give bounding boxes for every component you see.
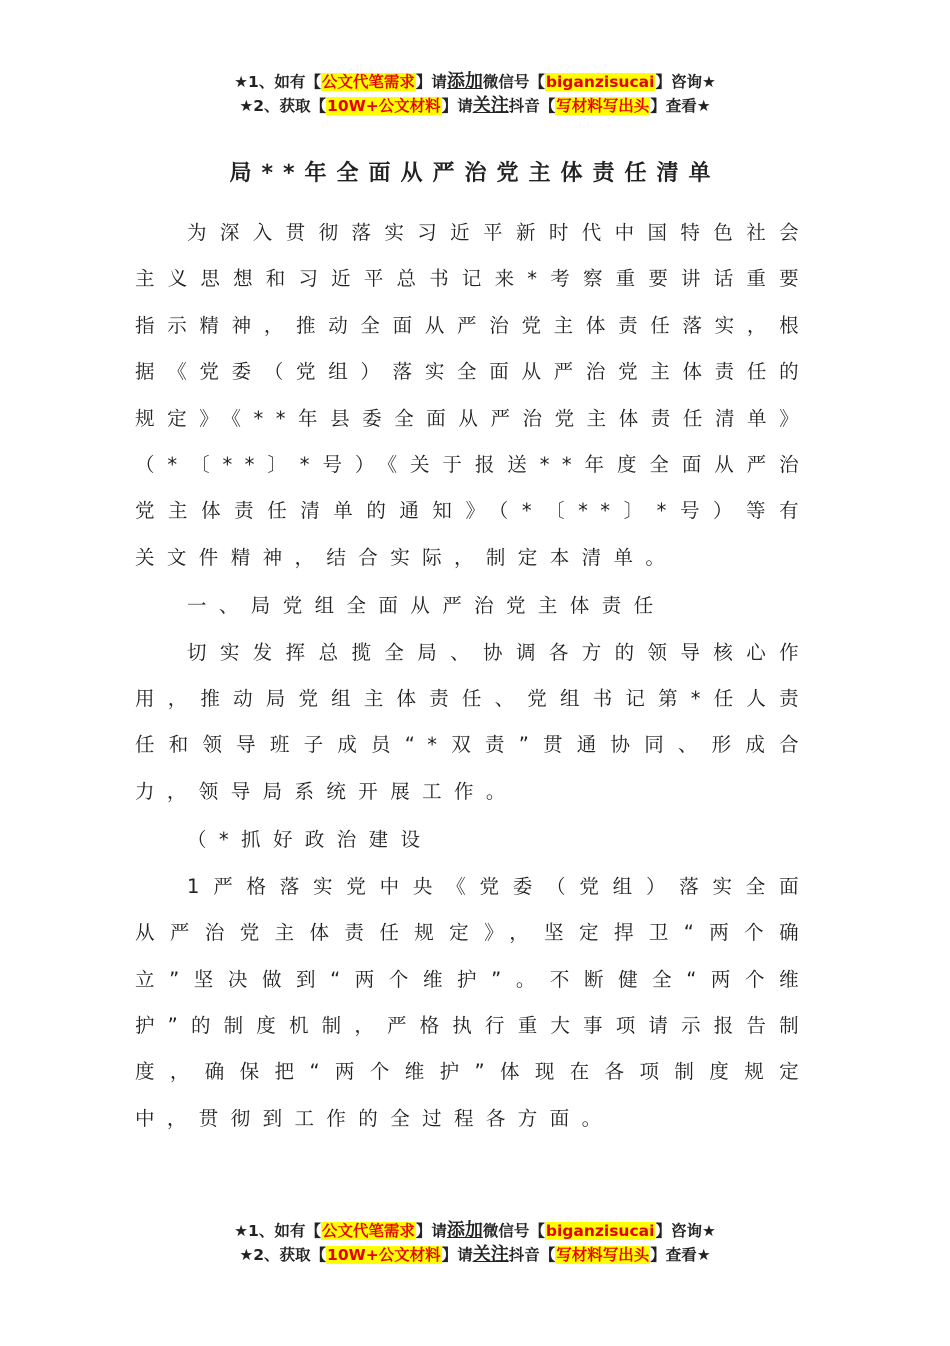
section-paragraph: 切实发挥总揽全局、协调各方的领导核心作用，推动局党组主体责任、党组书记第*任人责任和领导班子成员“*双责”贯通协同、形成合力，领导局系统开展工作。 [135, 640, 811, 803]
highlight-service: 公文代笔需求 [321, 1222, 415, 1240]
document-title: 局**年全面从严治党主体责任清单 [229, 161, 721, 186]
banner-text: 微信号【 [482, 1222, 545, 1240]
highlight-douyin-id: 写材料写出头 [556, 97, 650, 115]
emphasis-add: 添加 [446, 1220, 483, 1241]
highlight-wechat-id: biganzisucai [545, 1222, 655, 1240]
banner-text: ★1、如有【 [234, 73, 321, 91]
banner-line-2 [0, 94, 950, 118]
banner-text: ★1、如有【 [234, 1222, 321, 1240]
emphasis-follow: 关注 [472, 1244, 509, 1265]
highlight-materials: 10W+公文材料 [327, 1246, 441, 1264]
banner-text: 微信号【 [482, 73, 545, 91]
banner-text: 】查看★ [650, 97, 711, 115]
item-paragraph: 1严格落实党中央《党委（党组）落实全面从严治党主体责任规定》，坚定捍卫“两个确立”坚决做到“两个维护”。不断健全“两个维护”的制度机制，严格执行重大事项请示报告制度，确保把“两个维护”体现在各项制度规定中，贯彻到工作的全过程各方面。 [135, 874, 811, 1130]
banner-text: ★2、获取【 [239, 1246, 327, 1264]
banner-line-2 [0, 1243, 950, 1267]
banner-text: 】查看★ [650, 1246, 711, 1264]
intro-paragraph: 为深入贯彻落实习近平新时代中国特色社会主义思想和习近平总书记来*考察重要讲话重要指示精神，推动全面从严治党主体责任落实，根据《党委（党组）落实全面从严治党主体责任的规定》《**年县委全面从严治党主体责任清单》（*〔**〕*号）《关于报送**年度全面从严治党主体责任清单的通知》（*〔**〕*号）等有关文件精神，结合实际，制定本清单。 [135, 221, 811, 569]
banner-line-1 [0, 1219, 950, 1243]
banner-text: 】咨询★ [655, 73, 716, 91]
banner-text: 】请 [441, 1246, 473, 1264]
banner-text: 】请 [415, 1222, 447, 1240]
banner-text: 】咨询★ [655, 1222, 716, 1240]
highlight-materials: 10W+公文材料 [327, 97, 441, 115]
subsection-heading: （*抓好政治建设 [187, 828, 433, 852]
banner-text: ★2、获取【 [239, 97, 327, 115]
section-heading: 一、局党组全面从严治党主体责任 [187, 594, 666, 618]
banner-text: 】请 [441, 97, 473, 115]
highlight-wechat-id: biganzisucai [545, 73, 655, 91]
banner-text: 抖音【 [508, 97, 556, 115]
banner-line-1 [0, 70, 950, 94]
emphasis-follow: 关注 [472, 95, 509, 116]
banner-text: 抖音【 [508, 1246, 556, 1264]
bottom-banner [0, 1219, 950, 1267]
emphasis-add: 添加 [446, 71, 483, 92]
highlight-service: 公文代笔需求 [321, 73, 415, 91]
document-body [135, 210, 811, 1142]
highlight-douyin-id: 写材料写出头 [556, 1246, 650, 1264]
banner-text: 】请 [415, 73, 447, 91]
top-banner [0, 70, 950, 118]
